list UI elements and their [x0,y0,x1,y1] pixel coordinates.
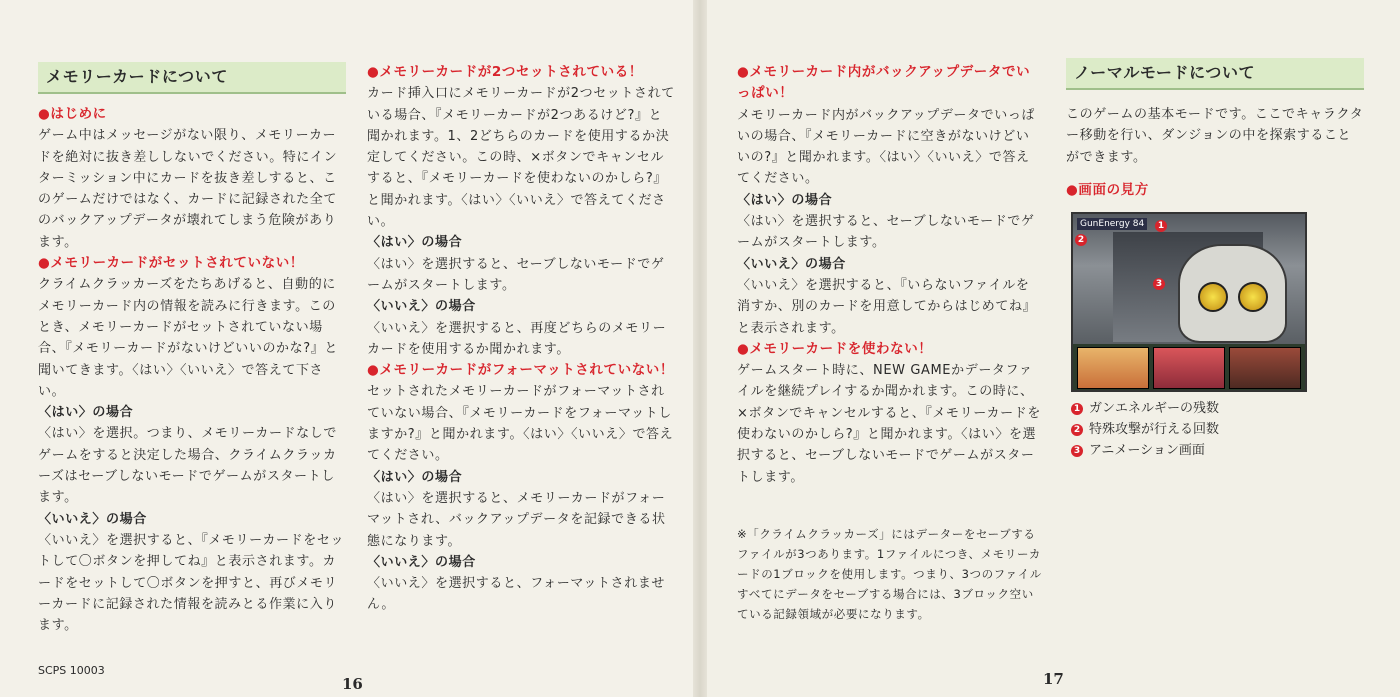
subheading-yes: 〈はい〉の場合 [38,405,134,421]
game-screenshot [1071,212,1307,392]
column-2 [367,62,675,616]
paragraph-yes: 〈はい〉を選択すると、セーブしないモードでゲームがスタートします。 [737,214,1035,251]
paragraph-no: 〈いいえ〉を選択すると、『いらないファイルを消すか、別のカードを用意してからはじめてね』と表示されます。 [737,277,1037,336]
legend-text: ガンエネルギーの残数 [1089,401,1220,416]
robot-eye-right [1238,282,1268,312]
portrait-character-2 [1153,347,1225,389]
paragraph-no: 〈いいえ〉を選択すると、再度どちらのメモリーカードを使用するか聞かれます。 [367,320,667,357]
marker-2: 2 [1075,234,1087,246]
paragraph-two-cards: カード挿入口にメモリーカードが2つセットされている場合、『メモリーカードが2つあるけど?』と聞かれます。1、2どちらのカードを使用するか決定してください。この時、×ボタンでキャンセルすると、『メモリーカードを使わないのかしら?』と聞かれます。〈はい〉〈いいえ〉で答えてください。 [367,86,675,230]
page-number-right: 17 [1043,670,1064,688]
paragraph-not-formatted: セットされたメモリーカードがフォーマットされていない場合、『メモリーカードをフォーマットしますか?』と聞かれます。〈はい〉〈いいえ〉で答えてください。 [367,384,674,464]
heading-two-cards: ●メモリーカードが2つセットされている！ [367,64,643,80]
paragraph-intro: ゲーム中はメッセージがない限り、メモリーカードを絶対に抜き差ししないでください。特にインターミッション中にカードを抜き差しすると、このゲームだけではなく、カードに記録された全てのバックアップデータが壊れてしまう危険があります。 [38,128,338,250]
section-title-memory-card: メモリーカードについて [38,62,346,94]
legend-number: 3 [1071,445,1083,457]
subheading-yes: 〈はい〉の場合 [737,192,833,208]
paragraph-card-full: メモリーカード内がバックアップデータでいっぱいの場合、『メモリーカードに空きがないけどいいの?』と聞かれます。〈はい〉〈いいえ〉で答えてください。 [737,107,1036,187]
robot-eye-left [1198,282,1228,312]
paragraph-no-card: ゲームスタート時に、NEW GAMEかデータファイルを継続プレイするか聞かれます。この時に、×ボタンでキャンセルすると、『メモリーカードを使わないのかしら?』と聞かれます。〈はい〉を選択すると、セーブしないモードでゲームがスタートします。 [737,363,1041,485]
heading-no-card: ●メモリーカードを使わない！ [737,340,933,357]
gun-energy-value: 84 [1132,219,1145,229]
section-title-normal-mode: ノーマルモードについて [1066,58,1364,90]
subheading-yes: 〈はい〉の場合 [367,469,463,485]
paragraph-no: 〈いいえ〉を選択すると、フォーマットされません。 [367,576,666,613]
column-1 [38,62,346,636]
paragraph-yes: 〈はい〉を選択。つまり、メモリーカードなしでゲームをすると決定した場合、クライムクラッカーズはセーブしないモードでゲームがスタートします。 [38,426,337,506]
legend-text: 特殊攻撃が行える回数 [1089,422,1220,437]
heading-intro: ●はじめに [38,106,107,122]
boss-robot [1178,244,1287,343]
footnote: ※「クライムクラッカーズ」にはデーターをセーブするファイルが3つあります。1ファイルにつき、メモリーカードの1ブロックを使用します。つまり、3つのファイルすべてにデータをセーブする場合には、3ブロック空いている記録領域が必要になります。 [737,526,1042,621]
page-number-left: 16 [342,675,363,693]
subheading-no: 〈いいえ〉の場合 [737,256,846,272]
subheading-no: 〈いいえ〉の場合 [367,299,476,315]
screen-legend [1071,398,1219,461]
paragraph-normal-mode: このゲームの基本モードです。ここでキャラクター移動を行い、ダンジョンの中を探索することができます。 [1066,107,1364,165]
gun-energy-hud [1077,218,1147,230]
heading-screen-guide: ●画面の見方 [1066,181,1149,198]
paragraph-yes: 〈はい〉を選択すると、セーブしないモードでゲームがスタートします。 [367,256,665,293]
book-gutter [693,0,707,697]
subheading-yes: 〈はい〉の場合 [367,235,463,251]
subheading-no: 〈いいえ〉の場合 [38,511,147,527]
legend-item [1071,398,1219,419]
heading-card-full: ●メモリーカード内がバックアップデータでいっぱい！ [737,64,1031,102]
legend-item [1071,419,1219,440]
legend-text: アニメーション画面 [1089,443,1205,458]
product-code: SCPS 10003 [38,664,105,677]
legend-number: 2 [1071,424,1083,436]
column-3 [737,62,1042,624]
legend-number: 1 [1071,403,1083,415]
legend-item [1071,440,1219,461]
marker-1: 1 [1155,220,1167,232]
paragraph-yes: 〈はい〉を選択すると、メモリーカードがフォーマットされ、バックアップデータを記録できる状態になります。 [367,490,666,549]
subheading-no: 〈いいえ〉の場合 [367,554,476,570]
paragraph-not-set: クライムクラッカーズをたちあげると、自動的にメモリーカード内の情報を読みに行きます。このとき、メモリーカードがセットされていない場合、『メモリーカードがないけどいいのかな?』と聞いてきます。〈はい〉〈いいえ〉で答えて下さい。 [38,277,338,399]
gun-energy-label: GunEnergy [1080,219,1130,229]
character-portraits [1073,344,1305,390]
marker-3: 3 [1153,278,1165,290]
portrait-character-1 [1077,347,1149,389]
column-4 [1066,58,1364,201]
paragraph-no: 〈いいえ〉を選択すると、『メモリーカードをセットして〇ボタンを押してね』と表示されます。カードをセットして〇ボタンを押すと、再びメモリーカードに記録された情報を読みとる作業に入ります。 [38,532,345,634]
portrait-character-3 [1229,347,1301,389]
heading-not-formatted: ●メモリーカードがフォーマットされていない！ [367,362,674,379]
heading-not-set: ●メモリーカードがセットされていない！ [38,255,304,272]
